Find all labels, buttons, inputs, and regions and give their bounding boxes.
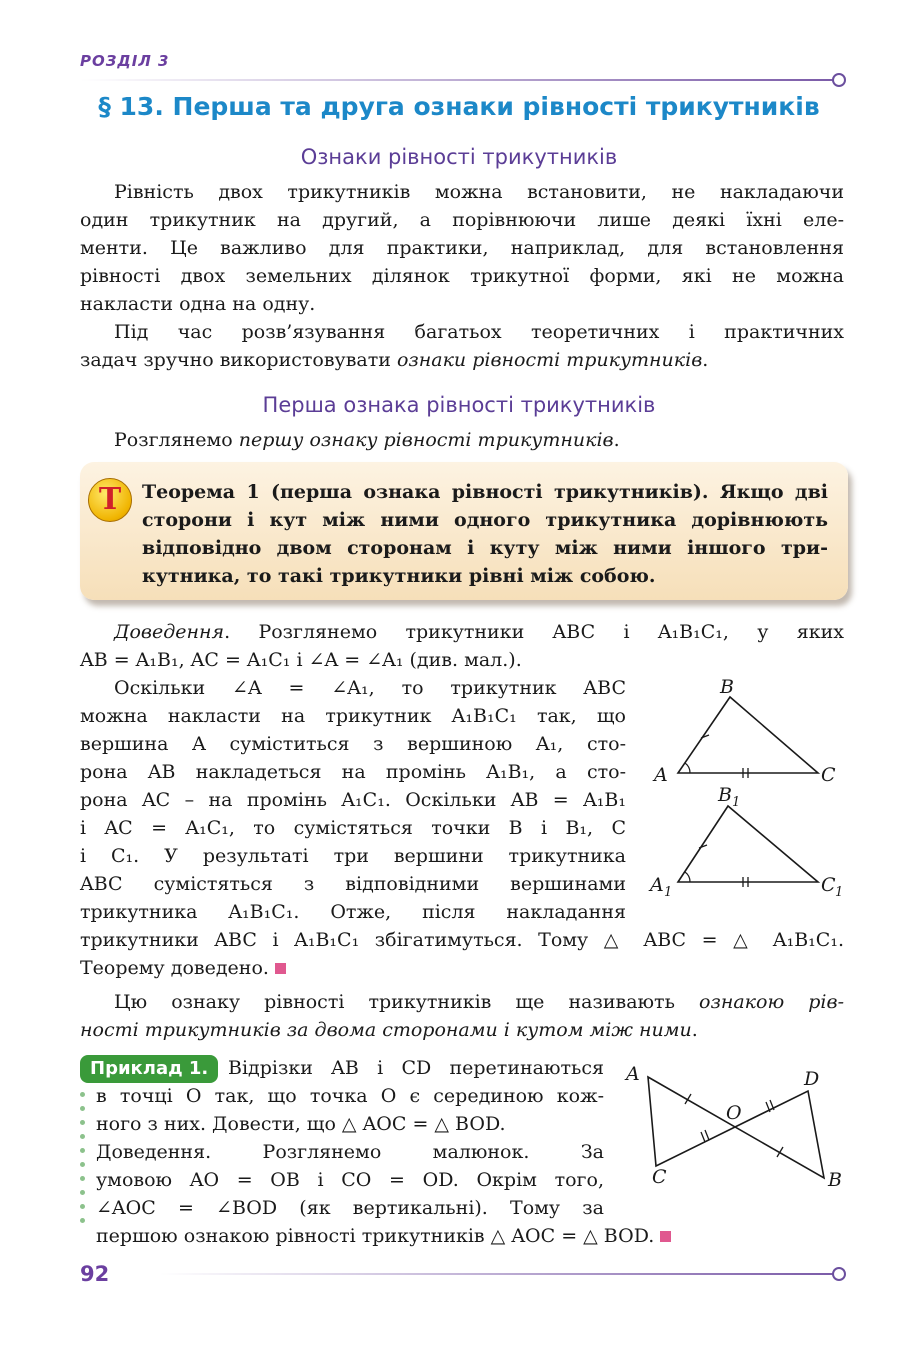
triangle-a1b1c1 <box>648 784 843 900</box>
intro-line: один трикутник на другий, а порівнюючи лише деякі їхні еле- <box>80 209 844 231</box>
alt-name-paragraph: Цю ознаку рівності трикутників ще називають ознакою рів- ності трикутників за двома сторонами і кутом між ними. <box>80 991 844 1041</box>
example-badge: Приклад 1. <box>80 1055 218 1083</box>
svg-text:1: 1 <box>664 885 673 900</box>
label-a: A <box>654 764 668 786</box>
svg-text:1: 1 <box>835 885 844 900</box>
label-a1: A <box>650 874 664 896</box>
svg-text:1: 1 <box>732 795 741 810</box>
header-rule <box>80 79 834 81</box>
proof-intro: Доведення. Розглянемо трикутники ABC і A₁B₁C₁, у яких AB = A₁B₁, AC = A₁C₁ і ∠A = ∠A₁ (див. мал.). <box>80 621 844 671</box>
proof-body: Оскільки ∠A = ∠A₁, то трикутник ABC можна накласти на трикутник A₁B₁C₁ так, що вершина A суміститься з вершиною A₁, сто- рона AB накладеться на промінь A₁B₁, а сто- рона AC – на промінь A₁C₁. Оскільки AB = A₁B₁ і AC = A₁C₁, то сумістяться точки B і B₁, C і C₁. У результаті три вершини трикутника ABC сумістяться з відповідними вершинами трикутника A₁B₁C₁. Отже, після накладання <box>80 677 626 923</box>
proof-conclusion: трикутники ABC і A₁B₁C₁ збігатимуться. Тому △ ABC = △ A₁B₁C₁. Теорему доведено. <box>80 929 844 979</box>
label-c: C <box>821 764 836 786</box>
page-title: § 13. Перша та друга ознаки рівності трикутників <box>98 92 820 121</box>
intro-line: рівності двох земельних ділянок трикутної форми, які не можна <box>80 265 844 287</box>
example-dots <box>80 1092 86 1232</box>
page-number: 92 <box>80 1262 110 1286</box>
qed-mark <box>660 1231 671 1242</box>
intro-line: накласти одна на одну. <box>80 293 316 315</box>
label-a: A <box>626 1063 640 1085</box>
theorem-text: Теорема 1 (перша ознака рівності трикутників). Якщо дві сторони і кут між ними одного трикутника дорівнюють відповідно двом сторонам і куту між ними іншого три- кутника, то такі трикутники рівні між собою. <box>142 481 828 587</box>
section-label: РОЗДІЛ 3 <box>80 52 170 70</box>
subheading-first-criterion: Перша ознака рівності трикутників <box>262 393 656 417</box>
label-c: C <box>652 1166 667 1188</box>
segments-figure <box>620 1055 860 1195</box>
intro-line: Рівність двох трикутників можна встановити, не накладаючи <box>114 181 844 203</box>
example-last-line: першою ознакою рівності трикутників △ AOC = △ BOD. <box>96 1222 671 1250</box>
theorem-icon: Т <box>88 478 132 522</box>
consider-line: Розглянемо першу ознаку рівності трикутників. <box>114 429 620 451</box>
label-o: O <box>726 1102 742 1124</box>
triangles-figure <box>640 675 860 905</box>
subheading-criteria: Ознаки рівності трикутників <box>300 145 618 169</box>
example-body: в точці O так, що точка O є серединою кож- ного з них. Довести, що △ AOC = △ BOD. Доведення. Розглянемо малюнок. За умовою AO = OB і CO = OD. Окрім того, ∠AOC = ∠BOD (як вертикальні). Тому за <box>96 1085 604 1219</box>
triangle-abc <box>652 676 836 786</box>
footer-rule-end <box>832 1267 846 1281</box>
label-c1: C <box>821 874 836 896</box>
qed-mark <box>275 963 286 974</box>
label-b: B <box>720 676 734 698</box>
example-first-line: Відрізки AB і CD перетинаються <box>228 1057 604 1079</box>
label-b: B <box>828 1169 842 1191</box>
label-b1: B <box>718 784 732 806</box>
intro-line: Під час розв’язування багатьох теоретичних і практичних <box>114 321 844 343</box>
intro-line: задач зручно використовувати ознаки рівності трикутників. <box>80 349 709 371</box>
intro-paragraph <box>80 178 844 374</box>
header-rule-end <box>832 73 846 87</box>
label-d: D <box>804 1068 820 1090</box>
intro-line: менти. Це важливо для практики, наприклад, для встановлення <box>80 237 844 259</box>
footer-rule <box>160 1273 834 1275</box>
